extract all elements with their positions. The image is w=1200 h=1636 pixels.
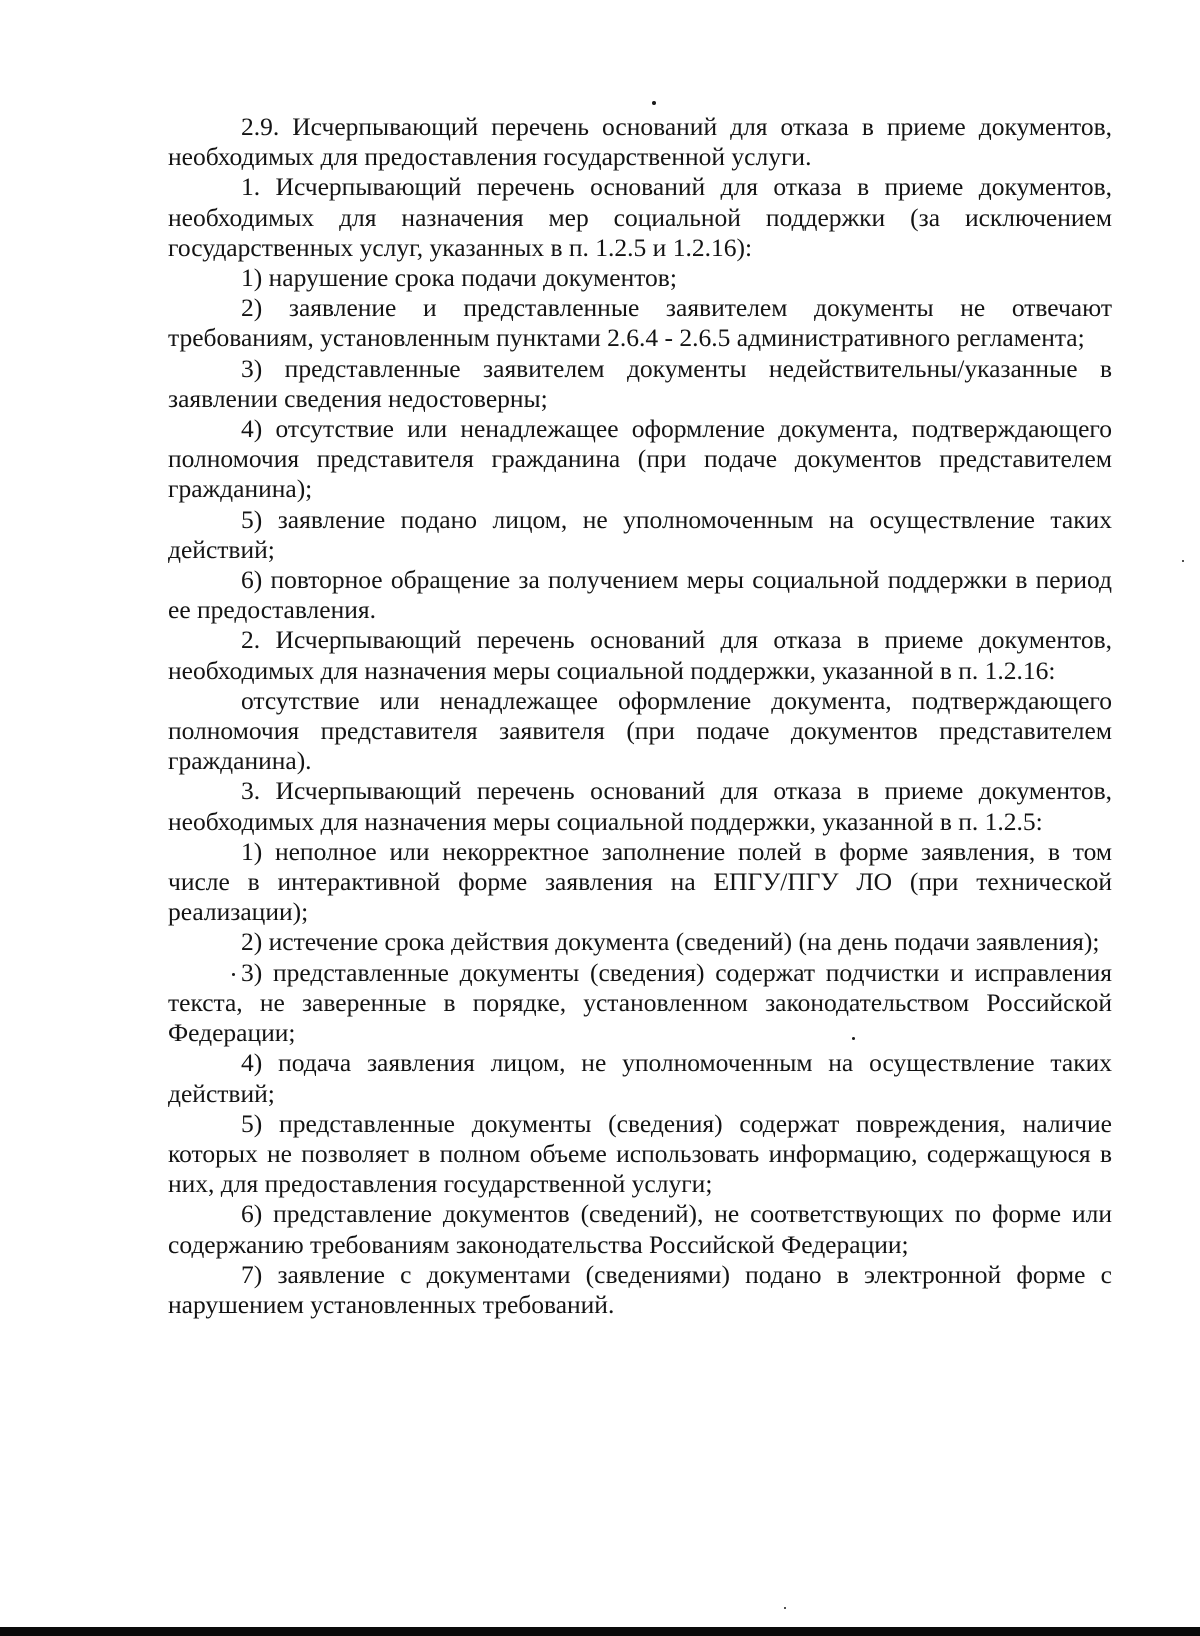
- paragraph-item: 7) заявление с документами (сведениями) подано в электронной форме с нарушением установленных требований.: [168, 1259, 1112, 1319]
- paragraph-item: 3) представленные заявителем документы недействительны/указанные в заявлении сведения недостоверны;: [168, 353, 1112, 413]
- paragraph-item: 4) подача заявления лицом, не уполномоченным на осуществление таких действий;: [168, 1048, 1112, 1108]
- paragraph-item: 6) представление документов (сведений), не соответствующих по форме или содержанию требованиям законодательства Российской Федерации;: [168, 1199, 1112, 1259]
- document-body: [168, 112, 1112, 1320]
- paragraph-item: 3) представленные документы (сведения) содержат подчистки и исправления текста, не заверенные в порядке, установленном законодательством Российской Федерации;: [168, 957, 1112, 1048]
- paragraph-item: отсутствие или ненадлежащее оформление документа, подтверждающего полномочия представителя заявителя (при подаче документов представителем гражданина).: [168, 685, 1112, 776]
- paragraph-item: 5) заявление подано лицом, не уполномоченным на осуществление таких действий;: [168, 504, 1112, 564]
- paragraph-item: 4) отсутствие или ненадлежащее оформление документа, подтверждающего полномочия представителя гражданина (при подаче документов представителем гражданина);: [168, 414, 1112, 504]
- paragraph-item: 6) повторное обращение за получением меры социальной поддержки в период ее предоставления.: [168, 565, 1112, 625]
- paragraph-item: 2) заявление и представленные заявителем документы не отвечают требованиям, установленным пунктами 2.6.4 - 2.6.5 административного регламента;: [168, 293, 1112, 353]
- paragraph-item: 5) представленные документы (сведения) содержат повреждения, наличие которых не позволяет в полном объеме использовать информацию, содержащуюся в них, для предоставления государственной услуги;: [168, 1108, 1112, 1199]
- paragraph-section-1-intro: 1. Исчерпывающий перечень оснований для отказа в приеме документов, необходимых для назначения мер социальной поддержки (за исключением государственных услуг, указанных в п. 1.2.5 и 1.2.16):: [168, 172, 1112, 262]
- scan-speck: [784, 1607, 786, 1609]
- paragraph-section-3-intro: 3. Исчерпывающий перечень оснований для отказа в приеме документов, необходимых для назначения меры социальной поддержки, указанной в п. 1.2.5:: [168, 776, 1112, 836]
- paragraph-2-9-heading: 2.9. Исчерпывающий перечень оснований для отказа в приеме документов, необходимых для предоставления государственной услуги.: [168, 112, 1112, 172]
- scan-speck: [1182, 560, 1184, 562]
- scan-bottom-edge: [0, 1627, 1200, 1636]
- paragraph-item: 1) нарушение срока подачи документов;: [241, 263, 677, 293]
- paragraph-item: 2) истечение срока действия документа (сведений) (на день подачи заявления);: [241, 927, 1100, 957]
- paragraph-section-2-intro: 2. Исчерпывающий перечень оснований для отказа в приеме документов, необходимых для назначения меры социальной поддержки, указанной в п. 1.2.16:: [168, 625, 1112, 685]
- paragraph-item: 1) неполное или некорректное заполнение полей в форме заявления, в том числе в интерактивной форме заявления на ЕПГУ/ПГУ ЛО (при технической реализации);: [168, 836, 1112, 927]
- scan-speck: [652, 101, 656, 105]
